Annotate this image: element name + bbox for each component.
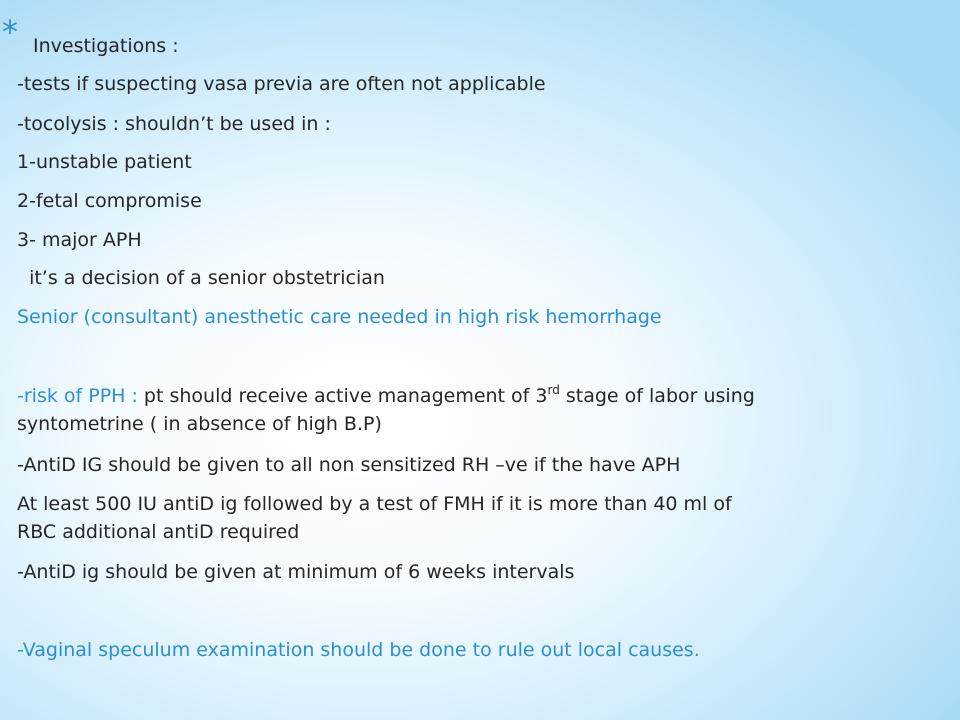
- line-syntometrine: syntometrine ( in absence of high B.P): [17, 413, 382, 435]
- ordinal-suffix: rd: [547, 383, 560, 397]
- risk-pph-text-end: stage of labor using: [559, 385, 755, 407]
- line-antid-ig-aph: -AntiD IG should be given to all non sensitized RH –ve if the have APH: [17, 454, 681, 476]
- line-antid-interval: -AntiD ig should be given at minimum of 6 weeks intervals: [17, 561, 575, 583]
- line-fetal-compromise: 2-fetal compromise: [17, 190, 202, 212]
- line-tocolysis: -tocolysis : shouldn’t be used in :: [17, 113, 331, 135]
- bullet-star: *: [2, 13, 18, 51]
- risk-pph-label: -risk of PPH :: [17, 385, 138, 407]
- line-senior-decision: it’s a decision of a senior obstetrician: [17, 267, 385, 289]
- risk-pph-text: pt should receive active management of 3: [137, 385, 548, 407]
- line-vasa-previa: -tests if suspecting vasa previa are often not applicable: [17, 73, 546, 95]
- line-rbc-antid: RBC additional antiD required: [17, 521, 300, 543]
- slide-heading: Investigations :: [33, 35, 179, 57]
- line-major-aph: 3- major APH: [17, 229, 142, 251]
- line-risk-pph: [17, 384, 755, 408]
- line-antid-500iu: At least 500 IU antiD ig followed by a test of FMH if it is more than 40 ml of: [17, 493, 732, 515]
- line-anesthetic-care: Senior (consultant) anesthetic care needed in high risk hemorrhage: [17, 306, 662, 328]
- line-vaginal-speculum: -Vaginal speculum examination should be done to rule out local causes.: [17, 639, 700, 661]
- line-unstable-patient: 1-unstable patient: [17, 151, 192, 173]
